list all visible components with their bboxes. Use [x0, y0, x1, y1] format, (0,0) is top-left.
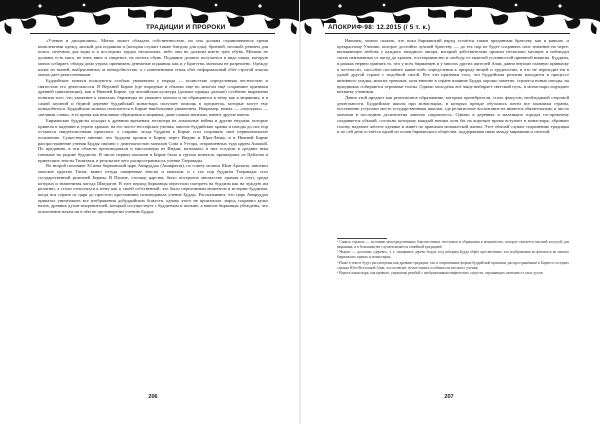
footnote: ⁴ Ворота монастыря, как правило, украшены резьбой с изображениями мифических существ, охраняющих святыню от злых духов. — [337, 271, 544, 276]
paragraph: Наконец, можно сказать, что пока бирманский народ остаётся таким преданным братству, как и раньше, и прекрасному Учению, которое достойно лучшей братству, — до тех пор не будет сохранять свое значение на черте, вызывающее любовь у каждого западного автора, который действительно прожил несколько месяцев и наблюдал своих неизменных от пагод до храмов, гостеприимство и свободу от тяжелой условностей принятой нищеты. Буддизм, в рамках нервно принять то, что у всех бирманцев и у многих других жителей Азии, давно внушил главную привычку к честности, способен поставить какие-либо определения к природе вещей и трудностям, и что не переходит ни в одной другой стране с подобной силой. Все эти признаки того, что буддийская религия находится в процессе активного упадка, многих тревожат, хотя внешне в стране влияние Будды хорошо заметно: строятся новые пагоды, на праздниках собираются огромные толпы. Однако молодёжь всё чаще выбирает светский путь, и монастыри ощущают нехватку учеников. — [337, 38, 569, 95]
footnote: ¹ Санкха страхом — источник непосредственных благочестивых поступков и обращения в монашество, которое считается высшей заслугой для мирянина, и в большинстве случаев является семейной традицией. — [337, 240, 569, 249]
footnote: ³ Ниже в тексте будут рассмотрены как древние традиции, так и современные формы буддийской практики, распространённые в Бирме и соседних странах Юго-Восточной Азии, что позволит лучше понять особенности местного учения. — [337, 260, 569, 270]
header-rule — [30, 33, 275, 34]
paragraph: Буддийские монахи пользуются особым уважением у народа — полностью определенная честностью и святостью его деятельности. В Верхней Бирме (где народные и обычаи еще во многом ещё сохраняют признаки древней цивилизации), как в Нижней Бирме, где английская культура (дальше правды дальше) особенно выражены понятия того, что уважение к монахам, бирманцы не уважают монаха и не обращаются к нему как к мирянину, и в самой шумной и бедной деревне буддийский монастырь получает помощь в предметах, которые могут ему понадобиться. Буддийские монахи пользуются в Бирме наибольшим уважением. Например, монах — «пхунджи» — «великая слава», в то время как вежливые обращения к мирянам, даже самым знатным, имеют другие имена. — [38, 77, 268, 118]
page-number: 207 — [444, 394, 454, 400]
right-page — [300, 0, 600, 424]
footnotes — [337, 240, 569, 370]
footnote-rule — [337, 238, 387, 239]
footnote: ² Ньяунг — дословно «дерево», т. е. священное дерево бодхи, под которым Будда обрёл просветление; его изображения встречаются во многих бирманских храмах и монастырях. — [337, 250, 569, 260]
paragraph: Бирманские буддисты исходят к древним временам, несмотря на локальные войны и другие неудачи, которые привели к падению и утрате храмов, на его чисто-теософские учения; многие буддийские храмы и пагоды до сих пор остаются свидетельствами прошлого, о старине, когда буддизм в Бирме стал сохранять своё первоначальное положение. Существует мнение, что буддизм проник в Бирму через Индию и Шри-Ланку, и в Нижней Бирме распространение учения Будды связано с деятельностью монахов Сона и Уттара, отправленных туда царем Ашокой. По преданию, в эти области проповедовали и миссионеры из Индии; возможно, в них оседали в средние века гонимые на родине буддисты. В числе первых монахов в Бирме была и группа монахов, пришедших из Цейлона и принесших тексты Типитаки, в результате чего распространилось учение Тхеравады. — [38, 117, 268, 163]
paragraph: Во второй половине XI века бирманский царь Анируддха (Анаврахта), по совету монаха Шин Арахана, завоевал монское царство Татон, вывез оттуда священные тексты и монахов, и с тех пор буддизм Тхеравады стал государственной религией Бирмы. В Пагане, столице царства, было построено множество храмов и ступ, среди которых и знаменитая пагода Шведагон. В этот период бирманцы перестали смотреть на буддизм как на чуждую им религию, а стали относиться к нему как к своей собственной: это было переломным моментом в истории буддизма, когда вся страна от царя до простого крестьянина исповедовала учение Будды. Рассказывают, что царь Анируддха приказал уничтожить все изображения добуддийских божеств, однако этого не произошло: народ сохранил культ натов, древних духов-покровителей, который сосуществует с буддизмом и поныне, а многие бирманцы убеждены, что поклонение натам ни в чём не противоречит учению Будды. — [38, 163, 268, 215]
paragraph: Давно этой предмет как религиозное образование, которым пренебрегали, стало фокусом, необходимой стороной деятельности. Буддийские школы при монастырях, в которых прежде обучались почти все мальчики страны, постепенно уступают место государственным школам, где религиозное воспитание не является обязательным, и число монахов в последние десятилетия заметно сократилось. Однако в деревнях и маленьких городах по-прежнему сохраняется обычай, согласно которому каждый юноша хотя бы на короткое время вступает в монастырь, обривает голову, надевает жёлтое одеяние и живёт по правилам монашеской жизни. Этот обычай служит сохранению традиции и по сей день остаётся одной из основ бирманского общества, поддерживая связь между мирянами и сангхой. — [337, 95, 569, 135]
running-head: АПОКРИФ-98: 12.2015 (/ 5 т. к.) — [324, 23, 434, 32]
page-number: 206 — [148, 394, 158, 400]
header-rule — [325, 33, 570, 34]
paragraph: «Учение и дисциплина». Монах может обладать собственностью, но она должна ограничиваться тремя комплектами одежд, миской для подаяния и (которая служит также блюдом для еды), бритвой, иголкой, ремнем для пояса, ситечком для воды и в последних трудах нескольких, небо они не должны иметь трёх обувь. Монахи не должны есть мясо, не пить вино и спиртное, не носить обувь. Подаяние должно получаться в виде пищи, которую монах собирает, обходя дома утром; принимать денежные подаяния, как и у Братства, монахам не разрешено. Одежду шьют из тканей, выброшенных за ненадобностью, а с изменениями стиля обет неформальный обет строгой аскезы монах дает ремесленникам. — [38, 38, 268, 78]
main-text — [38, 38, 268, 384]
running-head: ТРАДИЦИИ И ПРОРОКИ — [142, 23, 230, 32]
main-text — [337, 38, 569, 234]
